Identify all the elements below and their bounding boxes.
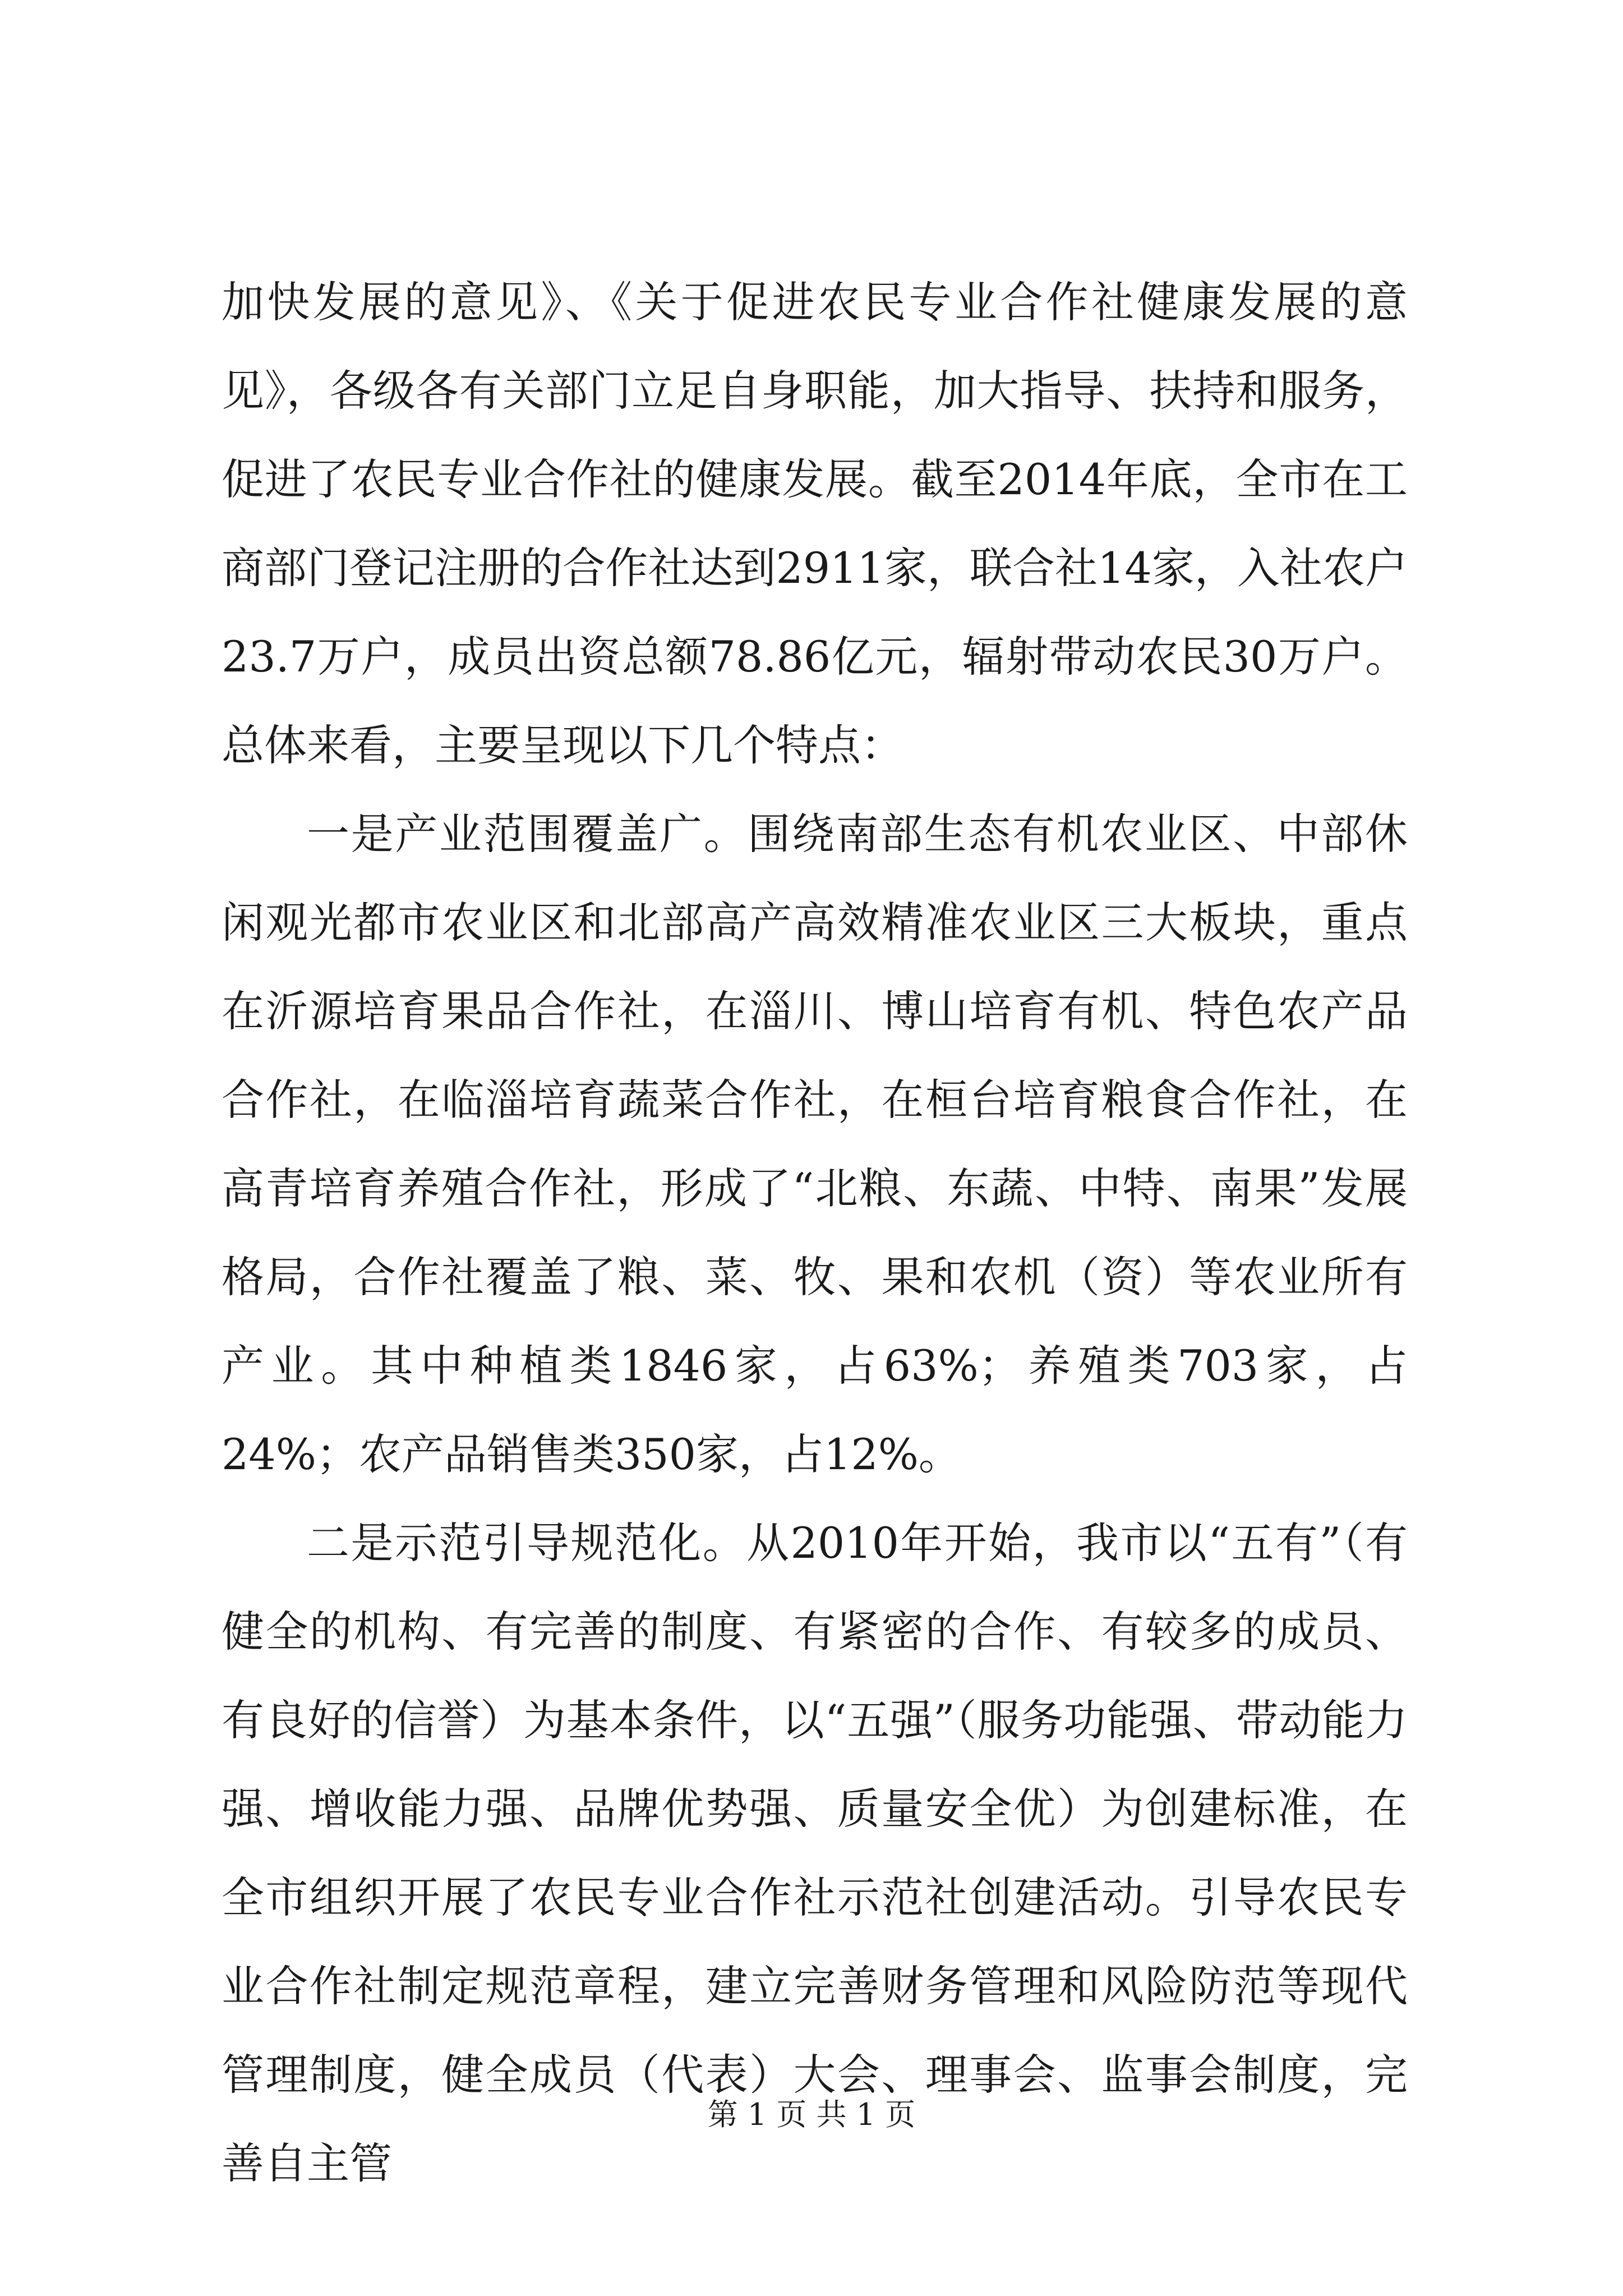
paragraph-industry-coverage: 一是产业范围覆盖广。围绕南部生态有机农业区、中部休闲观光都市农业区和北部高产高效精准农业区三大板块，重点在沂源培育果品合作社，在淄川、博山培育有机、特色农产品合作社，在临淄培育蔬菜合作社，在桓台培育粮食合作社，在高青培育养殖合作社，形成了“北粮、东蔬、中特、南果”发展格局，合作社覆盖了粮、菜、牧、果和农机（资）等农业所有产业。其中种植类1846家，占63%；养殖类703家，占24%；农产品销售类350家，占12%。 xyxy=(222,809,1408,1479)
paragraph-continuation: 加快发展的意见》、《关于促进农民专业合作社健康发展的意见》，各级各有关部门立足自身职能，加大指导、扶持和服务，促进了农民专业合作社的健康发展。截至2014年底，全市在工商部门登记注册的合作社达到2911家，联合社14家，入社农户23.7万户，成员出资总额78.86亿元，辐射带动农民30万户。总体来看，主要呈现以下几个特点： xyxy=(222,277,1408,770)
paragraph-demonstration-standardization: 二是示范引导规范化。从2010年开始，我市以“五有”（有健全的机构、有完善的制度、有紧密的合作、有较多的成员、有良好的信誉）为基本条件，以“五强”（服务功能强、带动能力强、增收能力强、品牌优势强、质量安全优）为创建标准，在全市组织开展了农民专业合作社示范社创建活动。引导农民专业合作社制定规范章程，建立完善财务管理和风险防范等现代管理制度，健全成员（代表）大会、理事会、监事会制度，完善自主管 xyxy=(222,1518,1408,2188)
page-footer: 第 1 页 共 1 页 xyxy=(707,2097,916,2132)
document-body xyxy=(222,258,1408,2208)
